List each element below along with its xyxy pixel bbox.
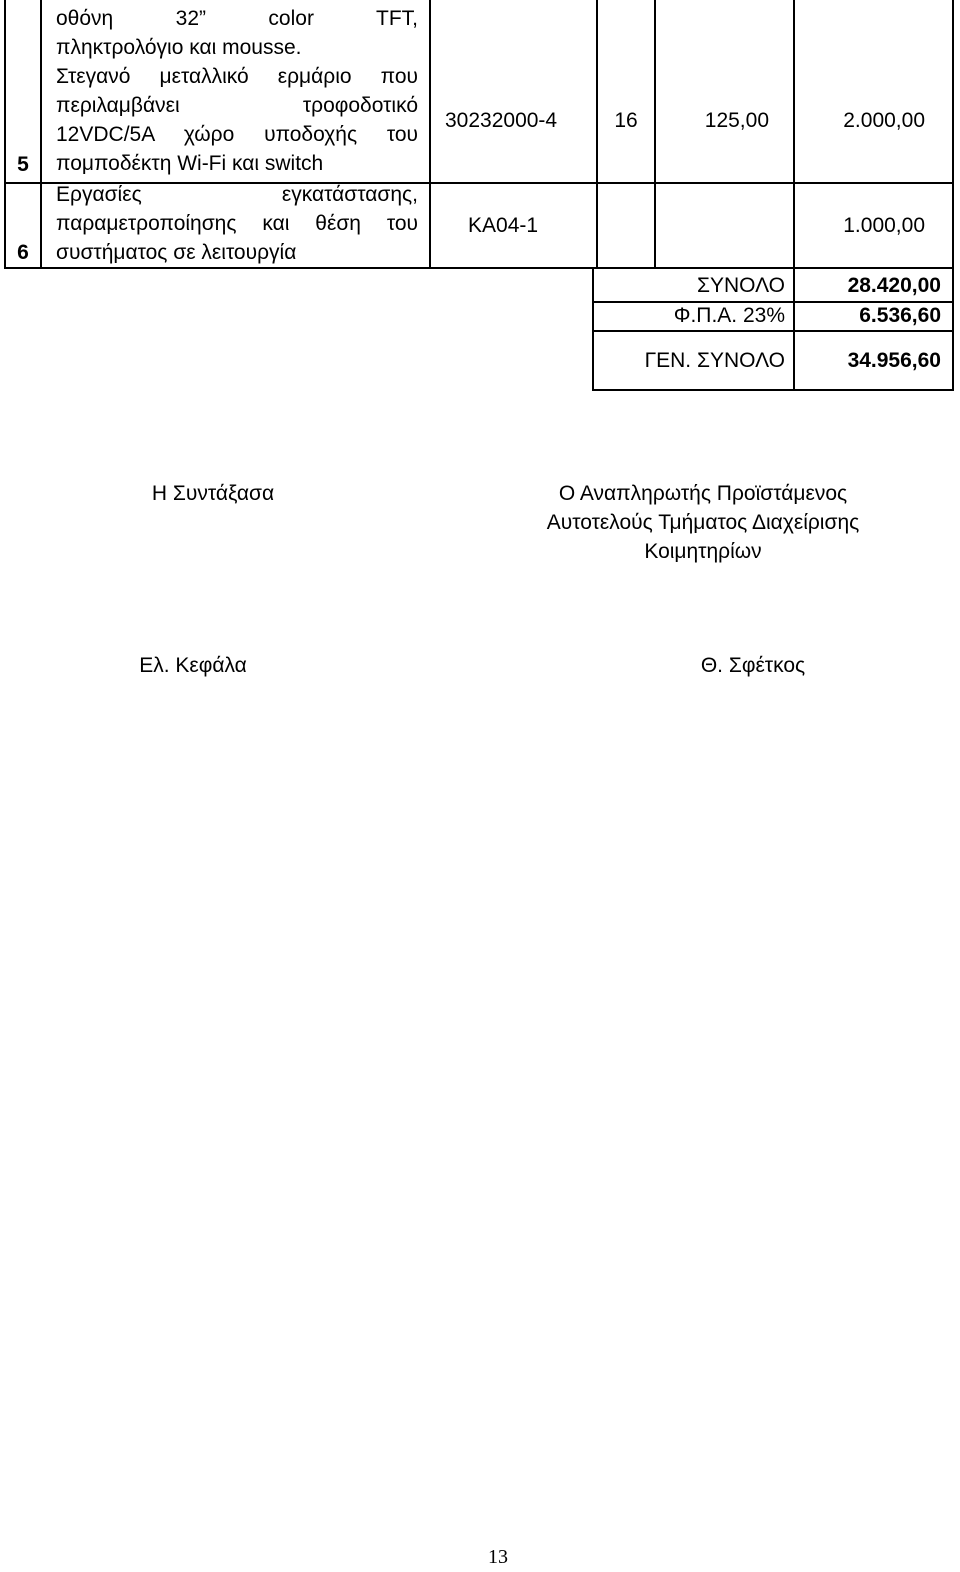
row-number: 5 bbox=[17, 153, 29, 176]
quantity: 16 bbox=[614, 109, 638, 132]
cpv-code: 30232000-4 bbox=[445, 109, 558, 132]
right-role-line: Ο Αναπληρωτής Προϊστάμενος bbox=[558, 482, 848, 505]
row-description-line: οθόνη 32” color TFT, bbox=[56, 7, 418, 30]
grand-total-label: ΓΕΝ. ΣΥΝΟΛΟ bbox=[644, 349, 785, 372]
page-number: 13 bbox=[488, 1546, 508, 1568]
row-description-line: πομποδέκτη Wi-Fi και switch bbox=[56, 152, 324, 175]
row-description-line: πληκτρολόγιο και mousse. bbox=[56, 36, 302, 59]
line-total: 2.000,00 bbox=[843, 109, 925, 132]
right-role-line: Αυτοτελούς Τμήματος Διαχείρισης bbox=[546, 511, 860, 534]
row-number: 6 bbox=[17, 241, 29, 264]
row-description-line: Εργασίες εγκατάστασης, bbox=[56, 183, 418, 206]
right-signer-name: Θ. Σφέτκος bbox=[700, 654, 806, 677]
row-description-line: συστήματος σε λειτουργία bbox=[56, 241, 297, 264]
row-description-line: περιλαμβάνει τροφοδοτικό bbox=[56, 94, 418, 117]
row-description-line: Στεγανό μεταλλικό ερμάριο που bbox=[56, 65, 418, 88]
left-signer-name: Ελ. Κεφάλα bbox=[139, 654, 247, 677]
vat-value: 6.536,60 bbox=[859, 304, 941, 327]
right-role-line: Κοιμητηρίων bbox=[644, 540, 762, 563]
line-total: 1.000,00 bbox=[843, 214, 925, 237]
vat-label: Φ.Π.Α. 23% bbox=[673, 304, 785, 327]
row-description-line: παραμετροποίησης και θέση του bbox=[56, 212, 418, 235]
row-description-line: 12VDC/5A χώρο υποδοχής του bbox=[56, 123, 418, 146]
left-role: Η Συντάξασα bbox=[151, 482, 275, 505]
unit-price: 125,00 bbox=[704, 109, 769, 132]
cpv-code: ΚΑ04-1 bbox=[468, 214, 539, 237]
grand-total-value: 34.956,60 bbox=[847, 349, 941, 372]
subtotal-value: 28.420,00 bbox=[847, 274, 941, 297]
subtotal-label: ΣΥΝΟΛΟ bbox=[696, 274, 785, 297]
